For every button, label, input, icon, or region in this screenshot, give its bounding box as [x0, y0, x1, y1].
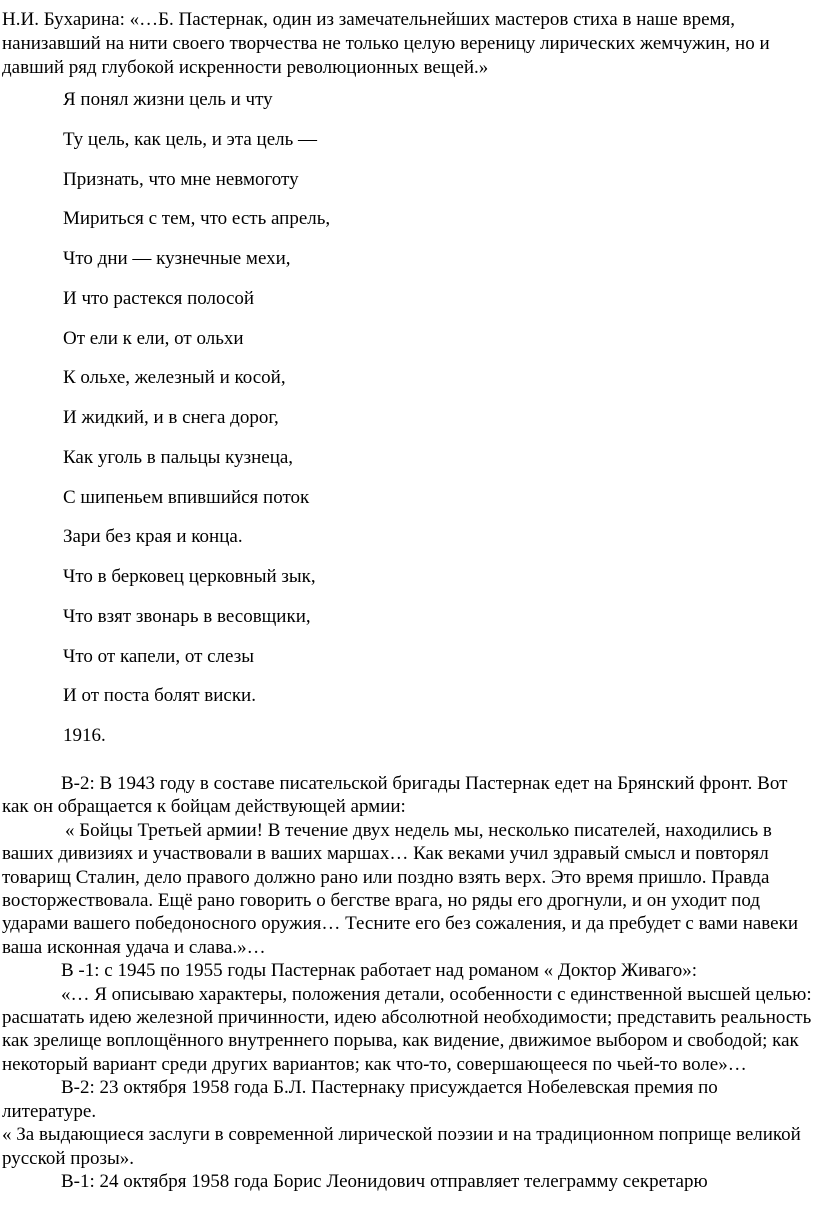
- poem-line: Что взят звонарь в весовщики,: [63, 605, 311, 627]
- poem-line: И от поста болят виски.: [63, 685, 256, 707]
- poem-line: От ели к ели, от ольхи: [63, 327, 244, 349]
- poem-line: Что от капели, от слезы: [63, 645, 254, 667]
- poem-line: Что в берковец церковный зык,: [63, 566, 316, 587]
- paragraph-telegram: В-1: 24 октября 1958 года Борис Леонидович отправляет телеграмму секретарю: [61, 1170, 708, 1192]
- poem-line: Что дни — кузнечные мехи,: [63, 248, 291, 269]
- paragraph-bryansk-front: В-2: В 1943 году в составе писательской бригады Пастернак едет на Брянский фронт. Вот как он обращается к бойцам действующей армии:: [2, 773, 788, 818]
- poem-line: Ту цель, как цель, и эта цель —: [63, 128, 318, 150]
- quote-zhivago-author: «… Я описываю характеры, положения детали, особенности с единственной высшей целью: расшатать идею железной причинности, идею абсолютной необходимости; представить реальность как зрелище воплощённого внутреннего порыва, как видение, движимое выбором и свободой; как некоторый вариант среди других вариантов; как что-то, совершающееся по чьей-то воле»…: [2, 983, 812, 1075]
- quote-address-to-soldiers: « Бойцы Третьей армии! В течение двух недель мы, несколько писателей, находились в ваших дивизиях и участвовали в ваших маршах… Как веками учил здравый смысл и повторял товарищ Сталин, дело правого должно рано или поздно взять верх. Это время пришло. Правда восторжествовала. Ещё рано говорить о бегстве врага, но ряды его дрогнули, и он уходит под ударами вашего победоносного оружия… Тесните его без сожаления, и да пребудет с вами навеки ваша исконная удача и слава.»…: [2, 819, 798, 958]
- poem-line: И жидкий, и в снега дорог,: [63, 407, 279, 428]
- poem-line: Мириться с тем, что есть апрель,: [63, 208, 331, 230]
- poem-line: Как уголь в пальцы кузнеца,: [63, 446, 294, 468]
- quote-nobel-citation: « За выдающиеся заслуги в современной лирической поэзии и на традиционном поприще великой русской прозы».: [2, 1124, 801, 1169]
- poem-line: К ольхе, железный и косой,: [63, 367, 286, 389]
- poem-line: С шипеньем впившийся поток: [63, 486, 310, 508]
- poem: [63, 88, 330, 764]
- poem-date: 1916.: [63, 725, 106, 746]
- poem-line: И что растекся полосой: [63, 287, 255, 309]
- poem-line: Признать, что мне невмоготу: [63, 168, 299, 190]
- paragraph-doctor-zhivago: В -1: с 1945 по 1955 годы Пастернак работает над романом « Доктор Живаго»:: [61, 960, 698, 982]
- poem-line: Зари без края и конца.: [63, 526, 243, 548]
- poem-line: Я понял жизни цель и чту: [63, 89, 273, 110]
- prose-body: [2, 772, 814, 1193]
- intro-paragraph: Н.И. Бухарина: «…Б. Пастернак, один из замечательнейших мастеров стиха в наше время, нанизавший на нити своего творчества не только целую вереницу лирических жемчужин, но и давший ряд глубокой искренности революционных вещей.»: [2, 9, 770, 78]
- paragraph-nobel-prize: В-2: 23 октября 1958 года Б.Л. Пастернаку присуждается Нобелевская премия по литературе.: [2, 1077, 718, 1122]
